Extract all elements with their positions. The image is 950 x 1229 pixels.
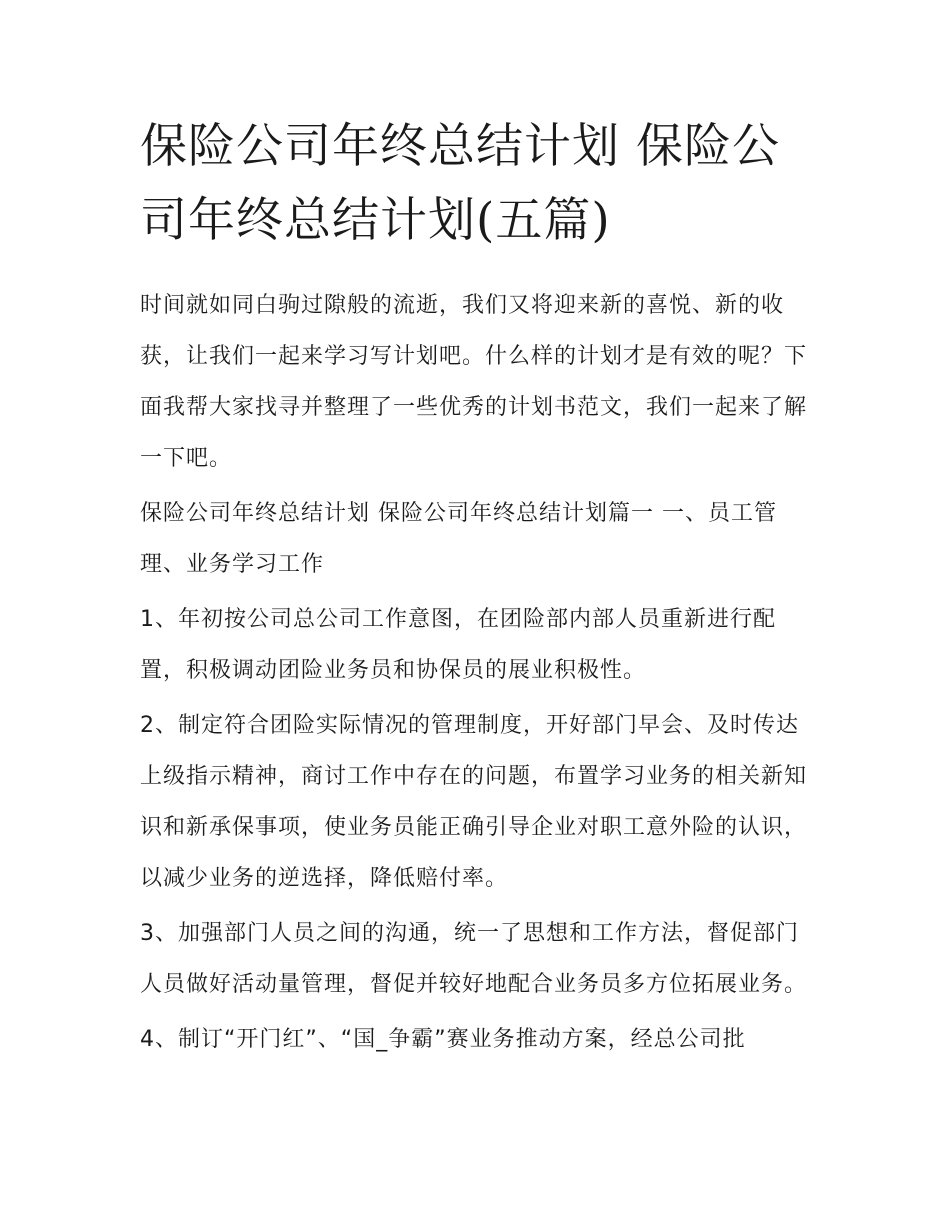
document-page: [140, 110, 820, 1069]
intro-paragraph: 时间就如同白驹过隙般的流逝，我们又将迎来新的喜悦、新的收获，让我们一起来学习写计划吧。什么样的计划才是有效的呢？下面我帮大家找寻并整理了一些优秀的计划书范文，我们一起来了解一下吧。: [140, 293, 808, 471]
section-heading-paragraph: 保险公司年终总结计划 保险公司年终总结计划篇一 一、员工管理、业务学习工作: [140, 501, 777, 577]
list-item-paragraph: 1、年初按公司总公司工作意图，在团险部内部人员重新进行配置，积极调动团险业务员和协保员的展业积极性。: [140, 607, 776, 683]
list-item-paragraph: 2、制定符合团险实际情况的管理制度，开好部门早会、及时传达上级指示精神，商讨工作中存在的问题，布置学习业务的相关新知识和新承保事项，使业务员能正确引导企业对职工意外险的认识，以减少业务的逆选择，降低赔付率。: [140, 713, 808, 891]
document-title: 保险公司年终总结计划 保险公司年终总结计划(五篇): [140, 119, 780, 248]
list-item-paragraph: 4、制订“开门红”、“国_争霸”赛业务推动方案，经总公司批: [140, 1027, 746, 1052]
list-item-paragraph: 3、加强部门人员之间的沟通，统一了思想和工作方法，督促部门人员做好活动量管理，督促并较好地配合业务员多方位拓展业务。: [140, 921, 808, 997]
